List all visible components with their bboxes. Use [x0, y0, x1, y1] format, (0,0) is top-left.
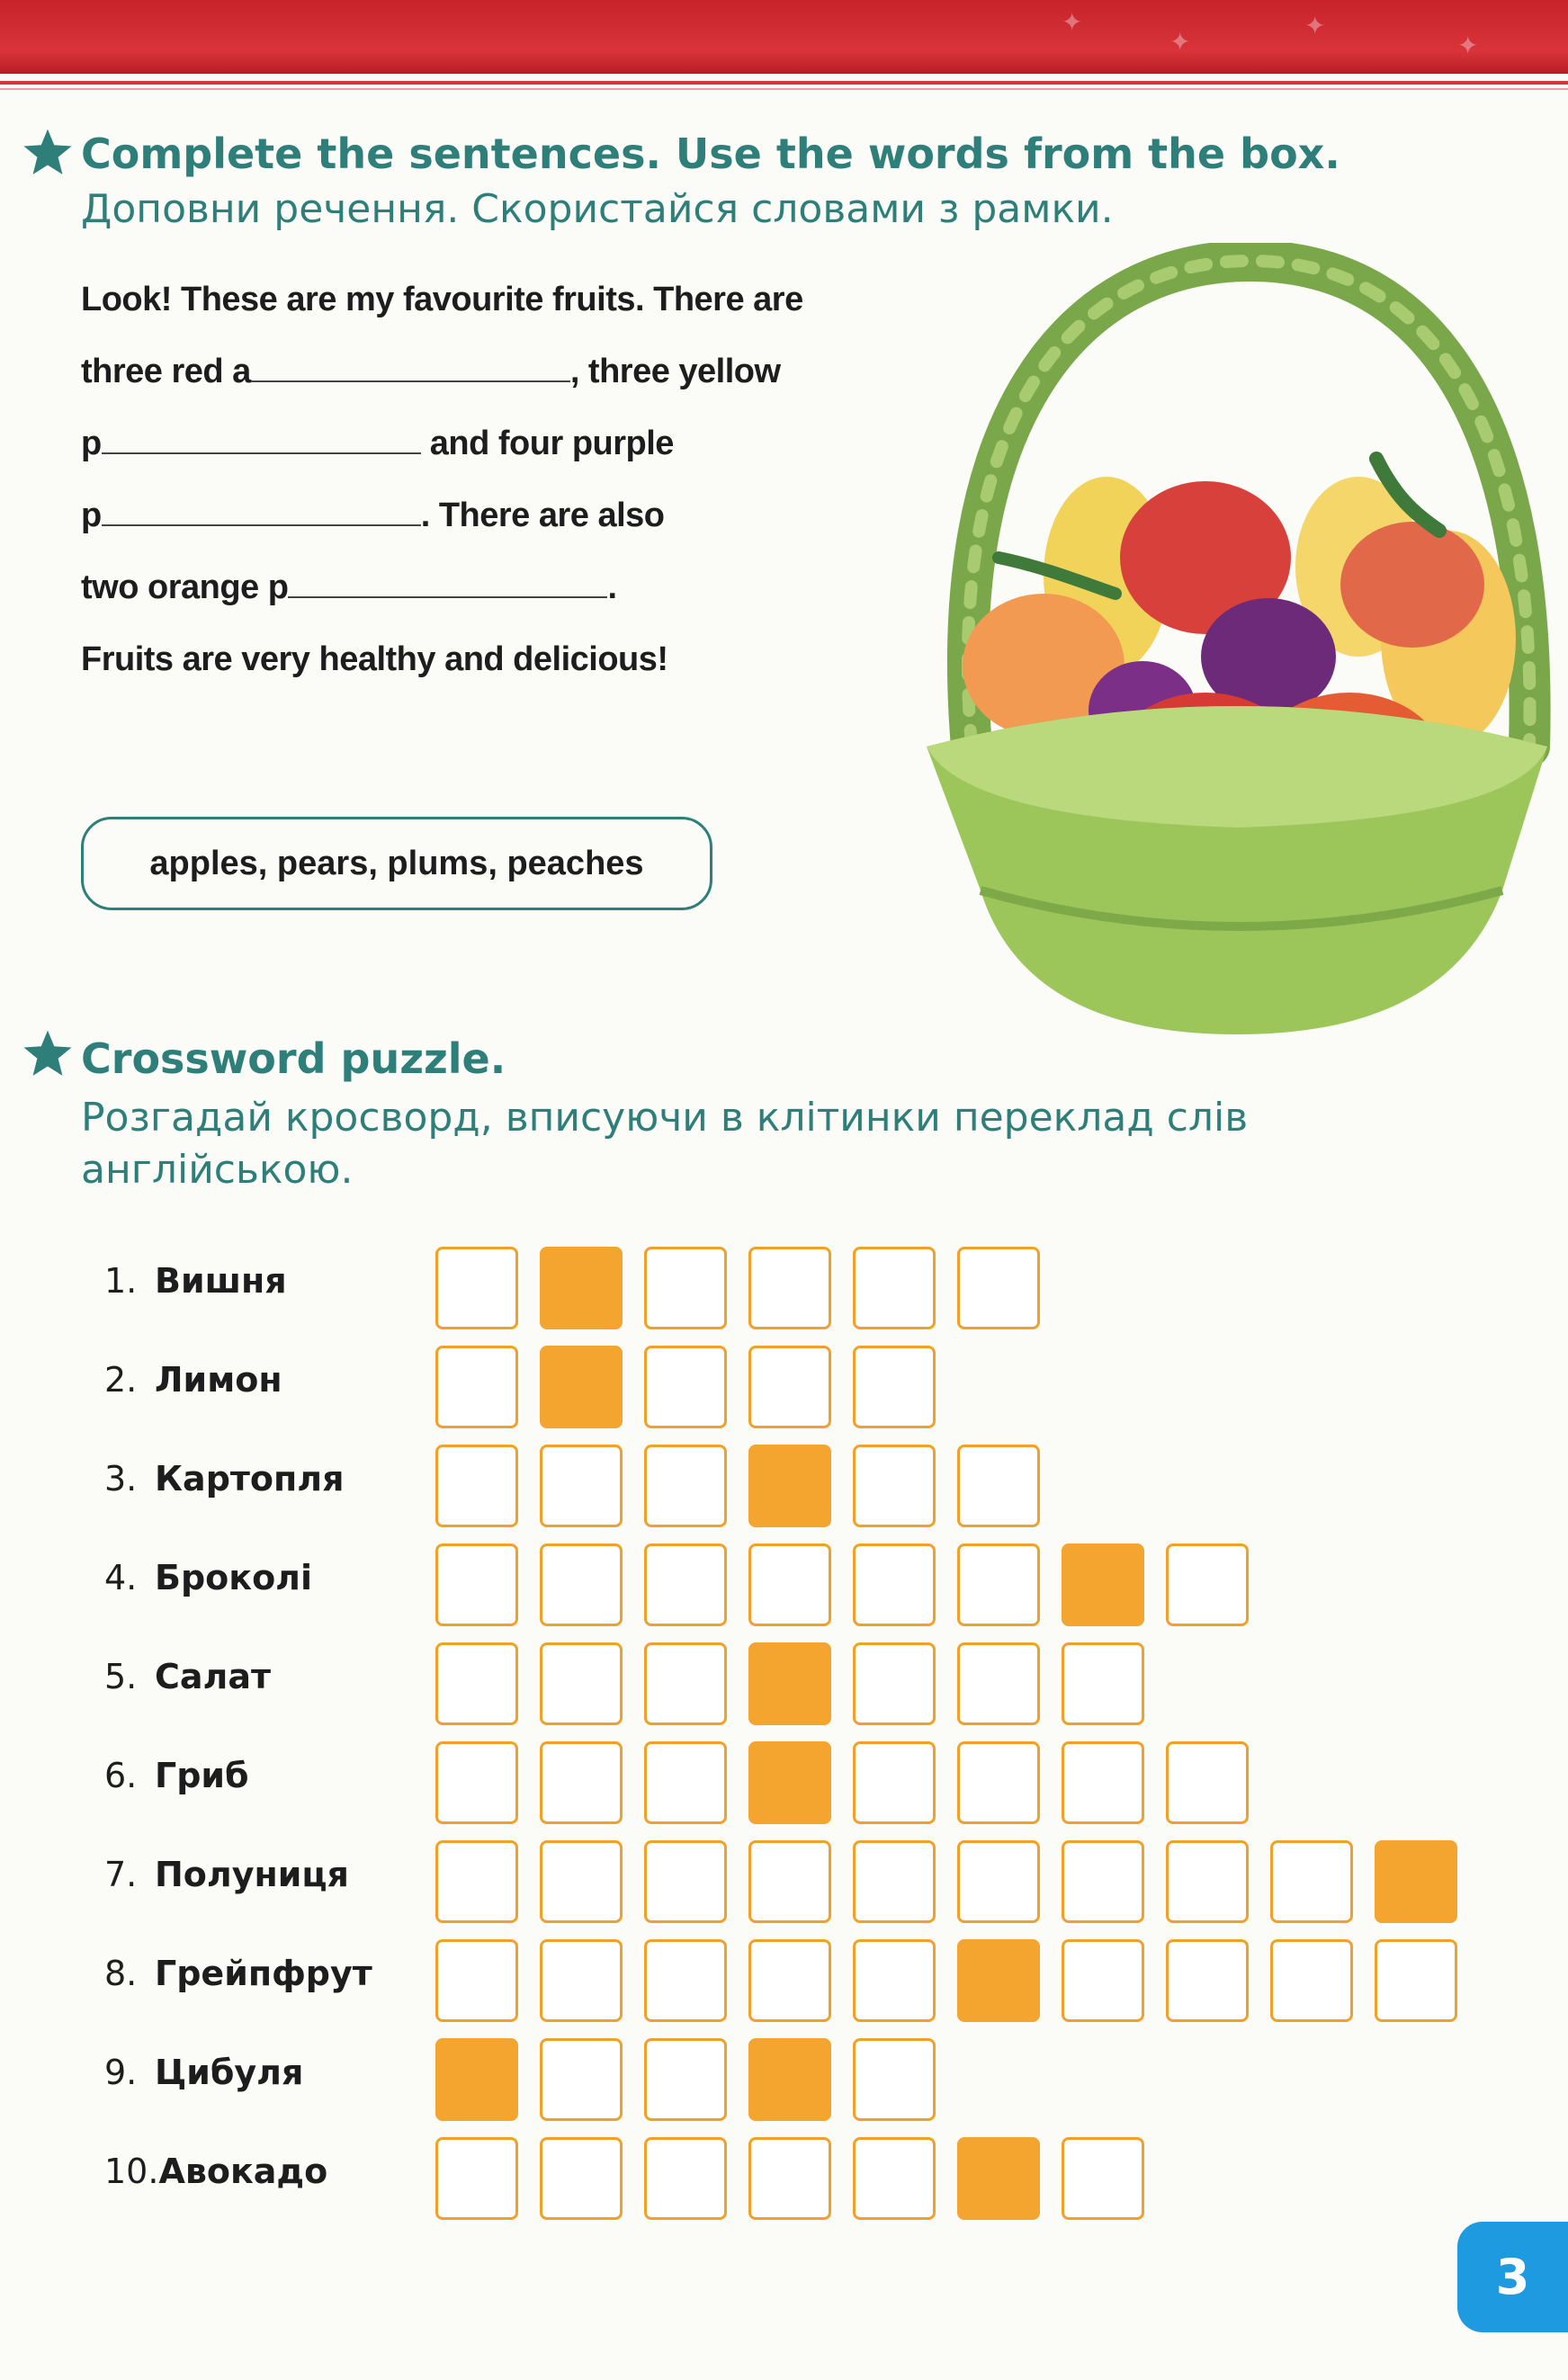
clue-word: Полуниця [155, 1855, 349, 1894]
sparkle-icon: ✦ [1169, 27, 1191, 57]
crossword-cell[interactable] [957, 1840, 1040, 1923]
crossword-cell[interactable] [748, 1247, 831, 1329]
crossword-key-cell[interactable] [748, 2038, 831, 2121]
crossword-cell[interactable] [853, 2137, 936, 2220]
clue-number: 7. [104, 1855, 138, 1894]
crossword-cell[interactable] [957, 1247, 1040, 1329]
crossword-cell[interactable] [1062, 1741, 1144, 1824]
clue-word: Гриб [155, 1756, 249, 1795]
crossword-cell[interactable] [435, 1741, 518, 1824]
crossword-cell[interactable] [540, 1939, 623, 2022]
crossword-cell[interactable] [853, 1840, 936, 1923]
crossword-cell[interactable] [957, 1445, 1040, 1527]
exercise1-title: Complete the sentences. Use the words from the box. [81, 130, 1340, 178]
crossword-cell[interactable] [644, 2038, 727, 2121]
clue-item [104, 1360, 282, 1400]
page-number-badge: 3 [1457, 2222, 1568, 2332]
crossword-key-cell[interactable] [540, 1346, 623, 1428]
crossword-cell[interactable] [1166, 1741, 1249, 1824]
crossword-cell[interactable] [435, 1642, 518, 1725]
sentence-line [81, 568, 617, 607]
clue-word: Броколі [155, 1558, 313, 1597]
crossword-cell[interactable] [957, 1741, 1040, 1824]
sparkle-icon: ✦ [1457, 31, 1479, 60]
crossword-cell[interactable] [435, 1445, 518, 1527]
crossword-cell[interactable] [540, 1741, 623, 1824]
answer-blank[interactable] [288, 569, 607, 598]
crossword-cell[interactable] [540, 2038, 623, 2121]
header-rule-thin [0, 88, 1568, 90]
sentence-line [81, 497, 665, 535]
sentence-text: . There are also [420, 497, 665, 534]
crossword-cell[interactable] [1166, 1939, 1249, 2022]
crossword-cell[interactable] [853, 1247, 936, 1329]
crossword-cell[interactable] [540, 1445, 623, 1527]
crossword-key-cell[interactable] [957, 1939, 1040, 2022]
crossword-cell[interactable] [853, 1642, 936, 1725]
clue-item [104, 1558, 312, 1597]
clue-word: Вишня [155, 1261, 287, 1301]
sentence-text: Look! These are my favourite fruits. There are [81, 281, 803, 318]
clue-number: 6. [104, 1756, 138, 1795]
clue-number: 4. [104, 1558, 138, 1597]
answer-blank[interactable] [102, 425, 421, 454]
crossword-cell[interactable] [1062, 1642, 1144, 1725]
crossword-cell[interactable] [1166, 1840, 1249, 1923]
crossword-cell[interactable] [748, 2137, 831, 2220]
sentence-line [81, 640, 668, 679]
clue-number: 3. [104, 1459, 138, 1499]
clue-item [104, 2152, 327, 2191]
crossword-key-cell[interactable] [1062, 1543, 1144, 1626]
crossword-cell[interactable] [748, 1346, 831, 1428]
clue-word: Авокадо [158, 2152, 328, 2191]
crossword-key-cell[interactable] [435, 2038, 518, 2121]
crossword-key-cell[interactable] [1375, 1840, 1457, 1923]
crossword-cell[interactable] [540, 2137, 623, 2220]
sentence-text: p [81, 497, 102, 534]
crossword-cell[interactable] [853, 1346, 936, 1428]
clue-item [104, 1261, 287, 1301]
sentence-line [81, 353, 781, 391]
crossword-key-cell[interactable] [957, 2137, 1040, 2220]
crossword-cell[interactable] [435, 1939, 518, 2022]
sentence-text: two orange p [81, 568, 289, 606]
crossword-cell[interactable] [853, 1741, 936, 1824]
clue-item [104, 1954, 372, 1993]
crossword-key-cell[interactable] [540, 1247, 623, 1329]
crossword-cell[interactable] [1166, 1543, 1249, 1626]
clue-word: Лимон [155, 1360, 282, 1400]
star-icon [22, 1027, 74, 1079]
crossword-cell[interactable] [748, 1543, 831, 1626]
crossword-cell[interactable] [644, 1543, 727, 1626]
clue-item [104, 1657, 271, 1696]
sentence-line [81, 281, 803, 319]
crossword-cell[interactable] [1062, 1840, 1144, 1923]
top-banner [0, 0, 1568, 74]
clue-word: Цибуля [155, 2053, 304, 2092]
sentence-text: three red a [81, 353, 251, 390]
clue-number: 1. [104, 1261, 138, 1301]
crossword-cell[interactable] [644, 1642, 727, 1725]
exercise2-subtitle-line2: англійською. [81, 1147, 354, 1193]
crossword-cell[interactable] [435, 2137, 518, 2220]
exercise2-title: Crossword puzzle. [81, 1034, 506, 1083]
crossword-cell[interactable] [853, 1543, 936, 1626]
crossword-cell[interactable] [853, 1445, 936, 1527]
crossword-cell[interactable] [644, 1247, 727, 1329]
clue-item [104, 1756, 249, 1795]
crossword-cell[interactable] [1270, 1840, 1353, 1923]
crossword-key-cell[interactable] [748, 1741, 831, 1824]
crossword-cell[interactable] [644, 1840, 727, 1923]
fruit-basket-illustration [909, 243, 1565, 1043]
crossword-cell[interactable] [435, 1543, 518, 1626]
clue-number: 9. [104, 2053, 138, 2092]
clue-number: 8. [104, 1954, 138, 1993]
crossword-cell[interactable] [853, 2038, 936, 2121]
header-rule [0, 81, 1568, 85]
crossword-cell[interactable] [748, 1840, 831, 1923]
crossword-cell[interactable] [644, 1445, 727, 1527]
word-box: apples, pears, plums, peaches [81, 817, 712, 910]
crossword-cell[interactable] [644, 1939, 727, 2022]
crossword-key-cell[interactable] [748, 1445, 831, 1527]
crossword-cell[interactable] [1270, 1939, 1353, 2022]
crossword-cell[interactable] [1062, 2137, 1144, 2220]
sentence-text: Fruits are very healthy and delicious! [81, 640, 668, 678]
clue-word: Грейпфрут [155, 1954, 372, 1993]
star-icon [22, 126, 74, 178]
crossword-cell[interactable] [957, 1543, 1040, 1626]
sentence-text: and four purple [420, 425, 674, 462]
answer-blank[interactable] [251, 353, 570, 382]
crossword-cell[interactable] [435, 1840, 518, 1923]
answer-blank[interactable] [102, 497, 421, 526]
crossword-cell[interactable] [644, 1741, 727, 1824]
clue-word: Салат [155, 1657, 272, 1696]
clue-item [104, 1459, 345, 1499]
sentence-text: , three yellow [569, 353, 781, 390]
crossword-cell[interactable] [644, 1346, 727, 1428]
crossword-cell[interactable] [435, 1346, 518, 1428]
crossword-cell[interactable] [540, 1543, 623, 1626]
crossword-cell[interactable] [1062, 1939, 1144, 2022]
crossword-cell[interactable] [644, 2137, 727, 2220]
sentence-line [81, 425, 674, 463]
clue-number: 5. [104, 1657, 138, 1696]
crossword-key-cell[interactable] [748, 1642, 831, 1725]
clue-number: 10. [104, 2152, 159, 2191]
crossword-cell[interactable] [540, 1642, 623, 1725]
crossword-cell[interactable] [748, 1939, 831, 2022]
sentence-text: . [607, 568, 617, 606]
crossword-cell[interactable] [540, 1840, 623, 1923]
clue-item [104, 1855, 349, 1894]
exercise2-subtitle-line1: Розгадай кросворд, вписуючи в клітинки переклад слів [81, 1095, 1249, 1141]
sparkle-icon: ✦ [1304, 11, 1326, 40]
clue-number: 2. [104, 1360, 138, 1400]
crossword-cell[interactable] [853, 1939, 936, 2022]
clue-word: Картопля [155, 1459, 345, 1499]
crossword-cell[interactable] [435, 1247, 518, 1329]
crossword-cell[interactable] [1375, 1939, 1457, 2022]
crossword-cell[interactable] [957, 1642, 1040, 1725]
exercise1-subtitle: Доповни речення. Скористайся словами з рамки. [81, 186, 1114, 232]
clue-item [104, 2053, 303, 2092]
sparkle-icon: ✦ [1062, 7, 1083, 37]
sentence-text: p [81, 425, 102, 462]
